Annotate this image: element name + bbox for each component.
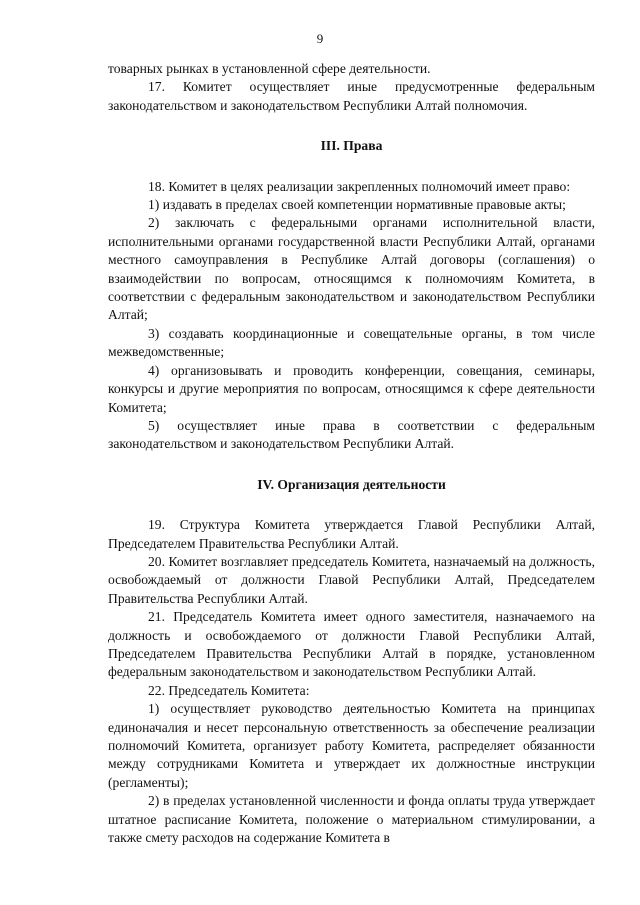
paragraph-18-item-5: 5) осуществляет иные права в соответствии с федеральным законодательством и законодательством Республики Алтай. xyxy=(108,417,595,452)
paragraph-17: 17. Комитет осуществляет иные предусмотренные федеральным законодательством и законодательством Республики Алтай полномочия. xyxy=(108,79,595,113)
paragraph-18-item-2: 2) заключать с федеральными органами исполнительной власти, исполнительными органами государственной власти Республики Алтай, органами местного самоуправления в Республике Алтай договоры (соглашения) о взаимодействии по вопросам, относящимся к полномочиям Комитета, в соответствии с федеральным законодательством и законодательством Республики Алтай; xyxy=(108,215,595,323)
paragraph-18-item-4: 4) организовывать и проводить конференции, совещания, семинары, конкурсы и другие мероприятия по вопросам, относящимся к сфере деятельности Комитета; xyxy=(108,362,595,415)
document-body xyxy=(108,60,595,847)
paragraph-20: 20. Комитет возглавляет председатель Комитета, назначаемый на должность, освобождаемый от должности Главой Республики Алтай, Председателем Правительства Республики Алтай. xyxy=(108,553,595,606)
page-number: 9 xyxy=(316,31,324,46)
section-heading-rights: III. Права xyxy=(320,138,383,154)
paragraph-22-item-1: 1) осуществляет руководство деятельностью Комитета на принципах единоначалия и несет персональную ответственность за обеспечение реализации полномочий Комитета, организует работу Комитета, распределяет обязанности между сотрудниками Комитета и утверждает их должностные инструкции (регламенты); xyxy=(108,701,595,790)
paragraph-18-item-3: 3) создавать координационные и совещательные органы, в том числе межведомственные; xyxy=(108,325,595,360)
paragraph-22: 22. Председатель Комитета: xyxy=(148,682,310,698)
section-heading-organization: IV. Организация деятельности xyxy=(257,476,446,492)
paragraph-18: 18. Комитет в целях реализации закрепленных полномочий имеет право: xyxy=(148,178,571,194)
paragraph-continuation: товарных рынках в установленной сфере деятельности. xyxy=(108,61,431,76)
paragraph-22-item-2: 2) в пределах установленной численности и фонда оплаты труда утверждает штатное расписание Комитета, положение о материальном стимулировании, а также смету расходов на содержание Комитета в xyxy=(108,793,595,846)
paragraph-21: 21. Председатель Комитета имеет одного заместителя, назначаемого на должность и освобождаемого от должности Главой Республики Алтай, Председателем Правительства Республики Алтай в порядке, установленном федеральным законодательством и законодательством Республики Алтай. xyxy=(108,609,595,680)
paragraph-18-item-1: 1) издавать в пределах своей компетенции нормативные правовые акты; xyxy=(148,197,566,213)
paragraph-19: 19. Структура Комитета утверждается Главой Республики Алтай, Председателем Правительства Республики Алтай. xyxy=(108,517,595,551)
